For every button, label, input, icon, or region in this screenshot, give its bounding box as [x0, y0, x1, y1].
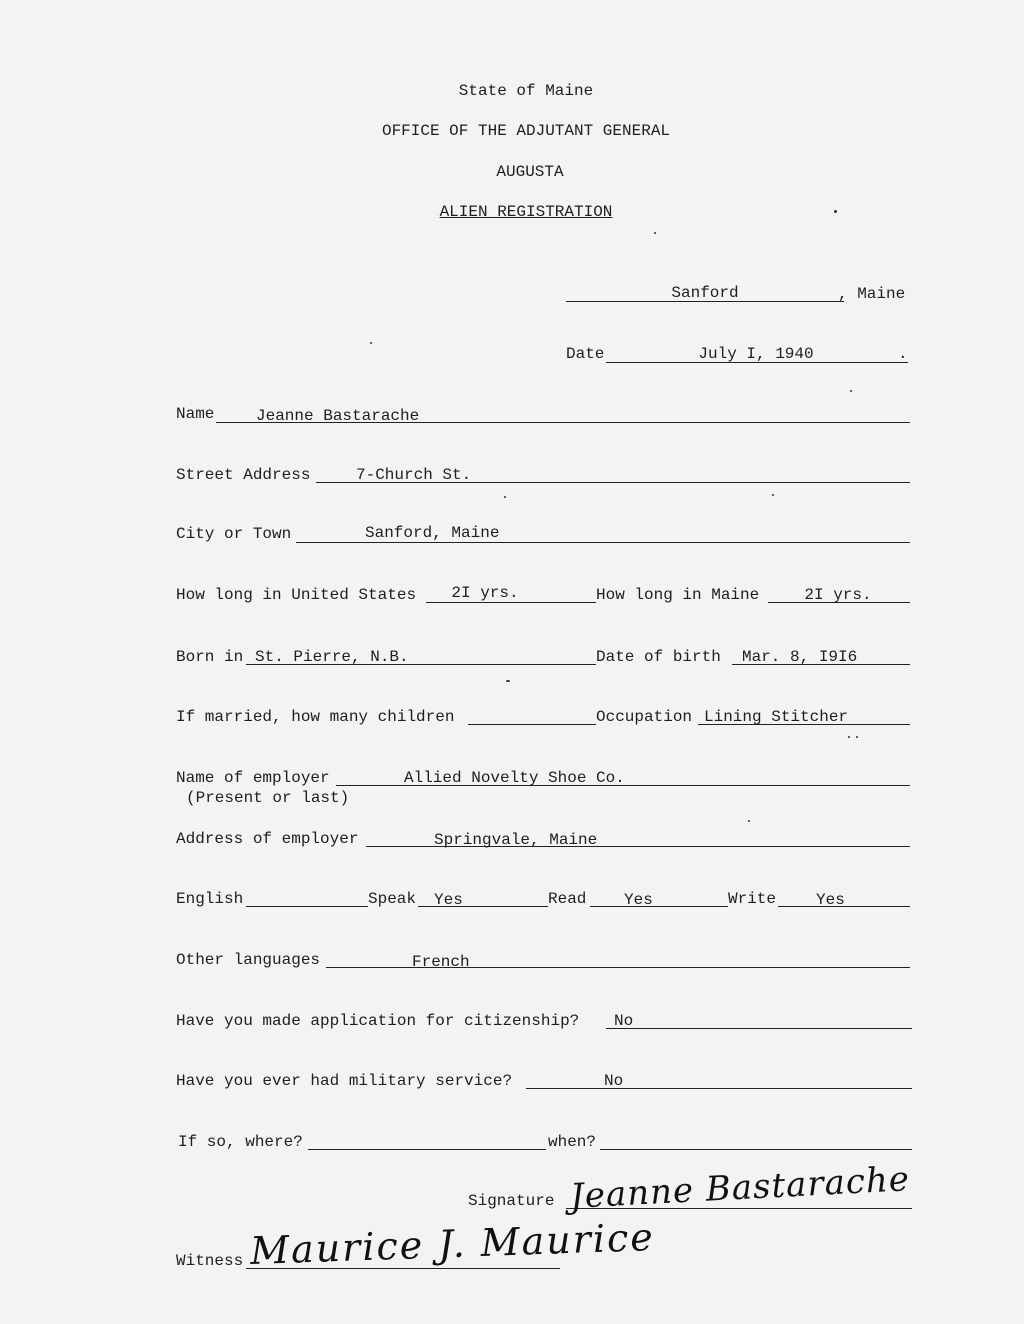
scan-speck: [772, 494, 774, 496]
dob-label: Date of birth: [596, 648, 721, 666]
children-line: [468, 724, 596, 725]
where-label: If so, where?: [178, 1133, 303, 1151]
citizenship-line: [606, 1028, 912, 1029]
occupation-value: Lining Stitcher: [704, 708, 849, 726]
citizenship-value: No: [614, 1012, 634, 1030]
scan-speck: [856, 736, 858, 738]
witness-label: Witness: [176, 1252, 244, 1270]
other-languages-label: Other languages: [176, 951, 321, 969]
children-label: If married, how many children: [176, 708, 455, 726]
citizenship-label: Have you made application for citizenship?: [176, 1012, 580, 1030]
occupation-label: Occupation: [596, 708, 693, 726]
us-years-value: 2I yrs.: [451, 584, 519, 602]
signature-handwriting: Jeanne Bastarache: [569, 1159, 911, 1217]
english-line: [246, 906, 368, 907]
us-years-line: [426, 602, 596, 603]
write-value: Yes: [816, 891, 845, 909]
office-heading: OFFICE OF THE ADJUTANT GENERAL: [381, 122, 671, 140]
dob-value: Mar. 8, I9I6: [742, 648, 858, 666]
city-line: [296, 542, 910, 543]
scan-speck: [370, 342, 372, 344]
english-label: English: [176, 890, 244, 908]
write-label: Write: [728, 890, 777, 908]
name-label: Name: [176, 405, 215, 423]
speak-value: Yes: [434, 891, 463, 909]
scan-speck: [506, 680, 510, 682]
military-line: [526, 1088, 912, 1089]
city-value: Sanford, Maine: [365, 524, 500, 542]
employer-value: Allied Novelty Shoe Co.: [404, 769, 625, 787]
military-label: Have you ever had military service?: [176, 1072, 513, 1090]
employer-sublabel: (Present or last): [186, 789, 350, 807]
born-value: St. Pierre, N.B.: [255, 648, 409, 666]
date-value: July I, 1940: [698, 345, 814, 363]
signature-label: Signature: [468, 1192, 555, 1210]
other-languages-value: French: [412, 953, 470, 971]
scan-speck: [850, 390, 852, 392]
when-label: when?: [548, 1133, 597, 1151]
maine-years-label: How long in Maine: [596, 586, 760, 604]
date-end-mark: .: [898, 345, 908, 363]
read-label: Read: [548, 890, 587, 908]
when-line: [600, 1149, 912, 1150]
scan-speck: [748, 820, 750, 822]
street-value: 7-Church St.: [356, 466, 472, 484]
place-town: Sanford: [671, 284, 739, 302]
witness-handwriting: Maurice J. Maurice: [249, 1214, 656, 1274]
employer-address-value: Springvale, Maine: [434, 831, 598, 849]
form-title: ALIEN REGISTRATION: [439, 203, 613, 221]
city-label: City or Town: [176, 525, 292, 543]
employer-label: Name of employer: [176, 769, 330, 787]
military-value: No: [604, 1072, 624, 1090]
scan-speck: [504, 496, 506, 498]
name-value: Jeanne Bastarache: [256, 407, 420, 425]
scan-speck: [834, 210, 837, 213]
speak-label: Speak: [368, 890, 417, 908]
scan-speck: [848, 736, 850, 738]
employer-address-label: Address of employer: [176, 830, 359, 848]
state-heading: State of Maine: [458, 82, 594, 100]
read-line: [590, 906, 728, 907]
place-state-suffix: , Maine: [838, 285, 906, 303]
born-label: Born in: [176, 648, 244, 666]
street-label: Street Address: [176, 466, 311, 484]
maine-years-value: 2I yrs.: [804, 586, 872, 604]
date-label: Date: [566, 345, 605, 363]
read-value: Yes: [624, 891, 653, 909]
scan-speck: [654, 232, 656, 234]
us-years-label: How long in United States: [176, 586, 417, 604]
where-line: [308, 1149, 546, 1150]
city-heading: AUGUSTA: [496, 163, 564, 181]
